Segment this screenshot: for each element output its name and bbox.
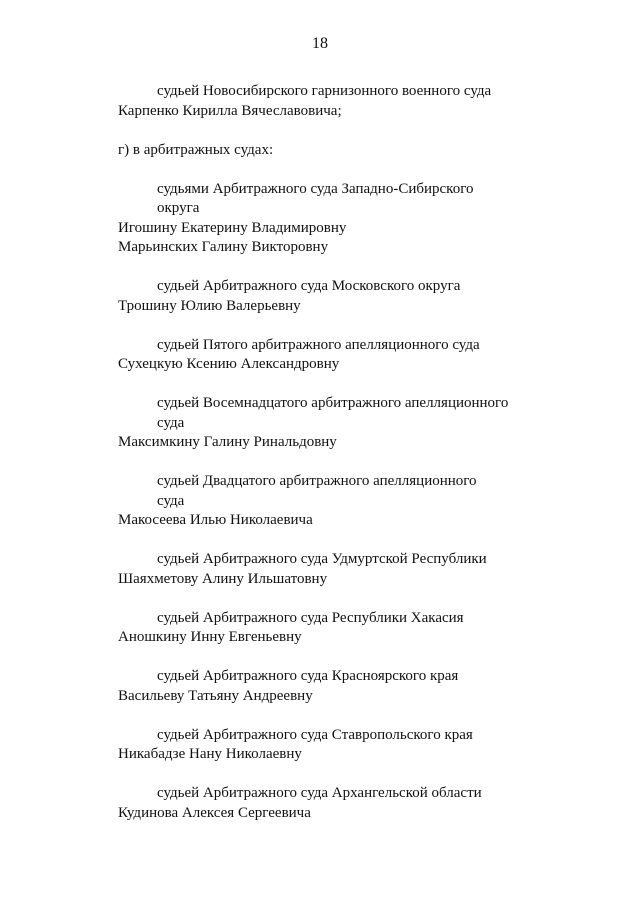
appointee-name: Марьинских Галину Викторовну <box>118 239 329 255</box>
appointment-entry <box>118 277 538 316</box>
appointment-role: судьей Арбитражного суда Красноярского края <box>157 668 459 684</box>
appointment-entry <box>118 667 538 706</box>
appointment-role: судьей Арбитражного суда Московского округа <box>157 278 461 294</box>
appointment-role-line: судьей Двадцатого арбитражного апелляционного <box>157 473 477 489</box>
page-number: 18 <box>312 35 328 52</box>
appointee-name: Макосеева Илью Николаевича <box>118 512 313 528</box>
section-heading: г) в арбитражных судах: <box>118 141 274 158</box>
appointment-entry <box>118 550 538 589</box>
appointment-role-line: суда <box>157 492 185 509</box>
appointment-role: судьей Арбитражного суда Архангельской области <box>157 785 482 801</box>
appointment-entry <box>118 394 538 453</box>
appointment-entry <box>118 784 538 823</box>
appointment-role: судьей Новосибирского гарнизонного военного суда <box>157 83 492 99</box>
appointment-role <box>118 472 517 511</box>
appointment-role <box>118 394 517 433</box>
appointee-name: Кудинова Алексея Сергеевича <box>118 804 311 821</box>
appointment-role: судьями Арбитражного суда Западно-Сибирского округа <box>157 180 474 216</box>
appointment-entry <box>118 726 538 765</box>
appointee-name: Карпенко Кирилла Вячеславовича; <box>118 102 342 119</box>
appointee-name: Аношкину Инну Евгеньевну <box>118 629 302 645</box>
appointment-entry <box>118 472 538 531</box>
appointment-role: судьей Арбитражного суда Удмуртской Республики <box>157 551 487 567</box>
appointee-name: Никабадзе Нану Николаевну <box>118 746 302 762</box>
appointment-role: судьей Арбитражного суда Ставропольского края <box>157 726 473 743</box>
section-heading-arbitration <box>118 141 538 161</box>
appointment-entry <box>118 609 538 648</box>
document-body <box>118 82 538 823</box>
appointee-name: Васильеву Татьяну Андреевну <box>118 687 313 704</box>
appointment-role: судьей Пятого арбитражного апелляционного суда <box>157 336 480 353</box>
appointee-name: Сухецкую Ксению Александровну <box>118 356 340 372</box>
appointment-role: судьей Арбитражного суда Республики Хакасия <box>157 609 464 626</box>
appointee-name: Максимкину Галину Ринальдовну <box>118 434 337 450</box>
appointee-name: Игошину Екатерину Владимировну <box>118 219 347 236</box>
appointment-entry <box>118 336 538 375</box>
appointment-role-line: суда <box>157 414 185 431</box>
appointee-name: Трошину Юлию Валерьевну <box>118 297 301 314</box>
appointee-name: Шаяхметову Алину Ильшатовну <box>118 570 328 587</box>
appointment-entry <box>118 180 538 258</box>
appointment-entry-military-court <box>118 82 538 121</box>
appointment-role-line: судьей Восемнадцатого арбитражного апелляционного <box>157 395 509 411</box>
